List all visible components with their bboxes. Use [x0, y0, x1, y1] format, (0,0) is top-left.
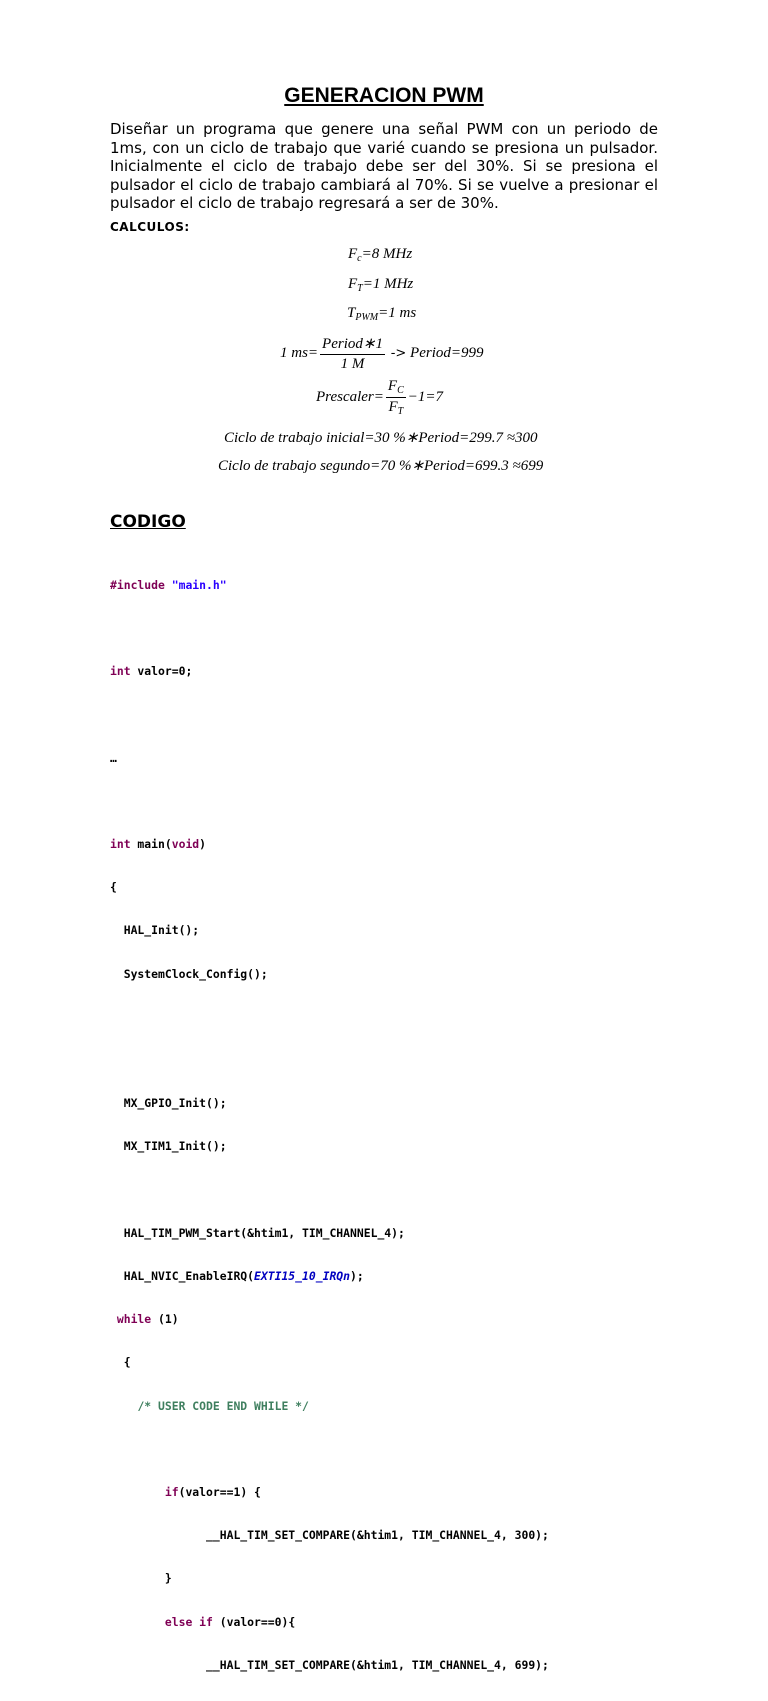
code-line-ellipsis: …	[110, 750, 117, 765]
equation-ciclo-segundo: Ciclo de trabajo segundo=70 %∗Period=699.3 ≈699	[218, 458, 544, 474]
equation-period: 1 ms= $\frac{\text{Period∗1}}{1 M}$ -> Period=999	[280, 336, 484, 372]
code-line-if: if(valor==1) {	[164, 1485, 261, 1500]
intro-paragraph: Diseñar un programa que genere una señal PWM con un periodo de 1ms, con un ciclo de trabajo que varié cuando se presiona un pulsador. Inicialmente el ciclo de trabajo debe ser del 30%. Si se presiona el pulsador el ciclo de trabajo cambiará al 70%. Si se vuelve a presionar el pulsador el ciclo de trabajo regresará a ser de 30%.	[110, 120, 658, 213]
equation-ciclo-inicial: Ciclo de trabajo inicial=30 %∗Period=299.7 ≈300	[224, 430, 538, 446]
code-line-else-if: else if (valor==0){	[164, 1614, 296, 1629]
code-line-tim1: MX_TIM1_Init();	[110, 1139, 227, 1154]
code-line-gpio: MX_GPIO_Init();	[110, 1096, 227, 1111]
code-line-include: #include "main.h"	[110, 577, 227, 592]
code-line-pwm-start: HAL_TIM_PWM_Start(&htim1, TIM_CHANNEL_4);	[110, 1225, 405, 1240]
page-title: GENERACION PWM	[284, 84, 484, 107]
equation-fc: $F_c=8$ MHz	[348, 246, 413, 264]
equation-prescaler: Prescaler= $\frac{F_C}{F_T}$ −1=7	[316, 378, 443, 417]
period-fraction: $\frac{\text{Period∗1}}{1 M}$	[322, 336, 383, 372]
code-line-brace-close: }	[110, 1571, 172, 1586]
equation-ft: $F_T=1$ MHz	[348, 276, 414, 294]
code-line-set-300: __HAL_TIM_SET_COMPARE(&htim1, TIM_CHANNEL_4, 300);	[110, 1528, 549, 1543]
prescaler-fraction: $\frac{F_C}{F_T}$	[387, 378, 404, 417]
code-line-brace-open2: {	[110, 1355, 131, 1370]
code-line-sysclk: SystemClock_Config();	[110, 966, 268, 981]
code-block	[110, 549, 549, 1701]
code-line-while: while (1)	[116, 1312, 179, 1327]
codigo-heading: CODIGO	[110, 512, 186, 532]
code-line-hal-init: HAL_Init();	[110, 923, 200, 938]
code-line-nvic: HAL_NVIC_EnableIRQ(EXTI15_10_IRQn);	[110, 1269, 364, 1284]
code-line-brace-open: {	[110, 880, 117, 895]
code-line-comment: /* USER CODE END WHILE */	[137, 1398, 309, 1413]
code-line-main: int main(void)	[110, 837, 207, 852]
calculos-heading: CALCULOS:	[110, 220, 190, 234]
code-line-set-699: __HAL_TIM_SET_COMPARE(&htim1, TIM_CHANNEL_4, 699);	[110, 1657, 549, 1672]
equation-tpwm: $T_{PWM}=1$ ms	[347, 305, 417, 323]
code-line-valor: int valor=0;	[110, 664, 193, 679]
